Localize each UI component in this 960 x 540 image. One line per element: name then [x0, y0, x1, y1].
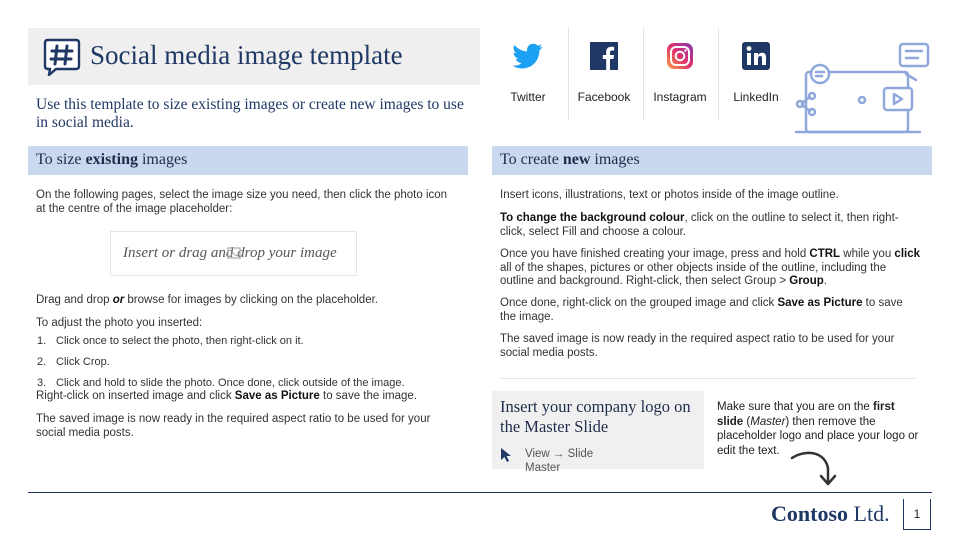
step-number: 1. — [37, 335, 47, 347]
logo-instruction-box — [492, 391, 704, 474]
image-placeholder[interactable] — [110, 231, 357, 276]
text-span: while you — [840, 248, 895, 260]
text-emphasis: To change the background colour — [500, 212, 685, 224]
drag-drop-text — [36, 294, 456, 308]
page-number: 1 — [903, 499, 931, 530]
cursor-icon — [500, 447, 514, 463]
adjust-steps — [37, 335, 456, 398]
linkedin-icon — [740, 40, 772, 72]
text-emphasis: CTRL — [809, 248, 841, 260]
text-emphasis: Group — [789, 275, 824, 287]
text-span: to save the image. — [319, 390, 417, 402]
text-span: ( — [743, 415, 751, 428]
social-linkedin — [718, 28, 794, 120]
social-media-illustration — [790, 40, 940, 136]
title-block — [28, 28, 480, 85]
header-text: To size — [36, 151, 86, 168]
text-span: Once you have finished creating your image, press and hold — [500, 248, 810, 260]
text-span: all of the shapes, pictures or other objects inside of the outline, including the outline and background. Right-click, then select Group > — [500, 261, 887, 287]
facebook-icon — [588, 40, 620, 72]
section-header-new — [492, 146, 932, 175]
instagram-icon — [664, 40, 696, 72]
company-suffix: Ltd. — [848, 501, 890, 526]
text-span: Once done, right-click on the grouped image and click — [500, 297, 778, 309]
ready-text: The saved image is now ready in the required aspect ratio to be used for your social media posts. — [36, 413, 431, 439]
twitter-icon — [512, 40, 544, 72]
header-text: images — [137, 151, 188, 168]
linkedin-label: LinkedIn — [733, 90, 779, 104]
divider — [500, 378, 916, 379]
social-facebook — [566, 28, 642, 120]
header-emphasis: existing — [85, 151, 138, 168]
create-intro: Insert icons, illustrations, text or photos inside of the image outline. — [500, 189, 839, 201]
header-text: To create — [500, 151, 563, 168]
text-span: browse for images by clicking on the placeholder. — [124, 294, 378, 306]
step-text: Click and hold to slide the photo. Once done, click outside of the image. — [56, 377, 405, 389]
text-span: ) then remove the placeholder logo and place your logo or edit the text. — [717, 415, 919, 457]
text-emphasis: Save as Picture — [777, 297, 863, 309]
curved-arrow-icon — [790, 448, 850, 492]
logo-box-title: Insert your company logo on the Master Slide — [500, 397, 691, 436]
text-span: , click on the outline to select it, then right-click, select Fill and choose a colour. — [500, 212, 899, 238]
text-span: to save the image. — [500, 297, 903, 323]
hashtag-icon — [42, 36, 82, 76]
social-twitter — [490, 28, 566, 120]
social-instagram — [642, 28, 718, 120]
step-number: 3. — [37, 377, 47, 389]
text-emphasis: click — [894, 248, 920, 260]
step-text: Click Crop. — [56, 356, 110, 368]
footer-divider — [28, 492, 932, 493]
list-item — [37, 377, 456, 390]
text-span: . — [823, 275, 827, 287]
intro-text: On the following pages, select the image size you need, then click the photo icon at the centre of the image placeholder: — [36, 189, 448, 215]
save-grouped-text — [500, 297, 920, 324]
text-span: Right-click on inserted image and click — [36, 390, 235, 402]
section-header-existing — [28, 146, 468, 175]
header-text: images — [590, 151, 640, 168]
text-emphasis: Master — [750, 415, 786, 428]
adjust-intro: To adjust the photo you inserted: — [36, 317, 203, 329]
text-span: Drag and drop — [36, 294, 113, 306]
ready-text-right: The saved image is now ready in the required aspect ratio to be used for your social media posts. — [500, 333, 895, 359]
list-item — [37, 356, 456, 369]
company-logo[interactable] — [771, 501, 890, 527]
group-text — [500, 248, 920, 289]
save-picture-text — [36, 390, 456, 404]
background-colour-text — [500, 212, 920, 239]
twitter-label: Twitter — [510, 90, 546, 104]
page-title: Social media image template — [90, 40, 403, 70]
image-icon[interactable] — [227, 246, 241, 260]
step-text: Click once to select the photo, then right-click on it. — [56, 335, 304, 347]
text-span: Make sure that you are on the — [717, 401, 873, 413]
company-name: Contoso — [771, 501, 849, 526]
placeholder-text: Insert or drag and drop your image — [123, 245, 337, 261]
header-emphasis: new — [562, 151, 591, 168]
facebook-label: Facebook — [577, 90, 631, 104]
list-item — [37, 335, 456, 348]
instagram-label: Instagram — [653, 90, 707, 104]
text-emphasis: Save as Picture — [234, 390, 320, 402]
step-number: 2. — [37, 356, 47, 368]
view-slide-master-text: View → Slide Master — [525, 448, 594, 474]
text-emphasis: first slide — [717, 401, 895, 428]
page-subtitle: Use this template to size existing images or create new images to use in social media. — [36, 96, 464, 131]
text-emphasis: or — [112, 294, 125, 306]
